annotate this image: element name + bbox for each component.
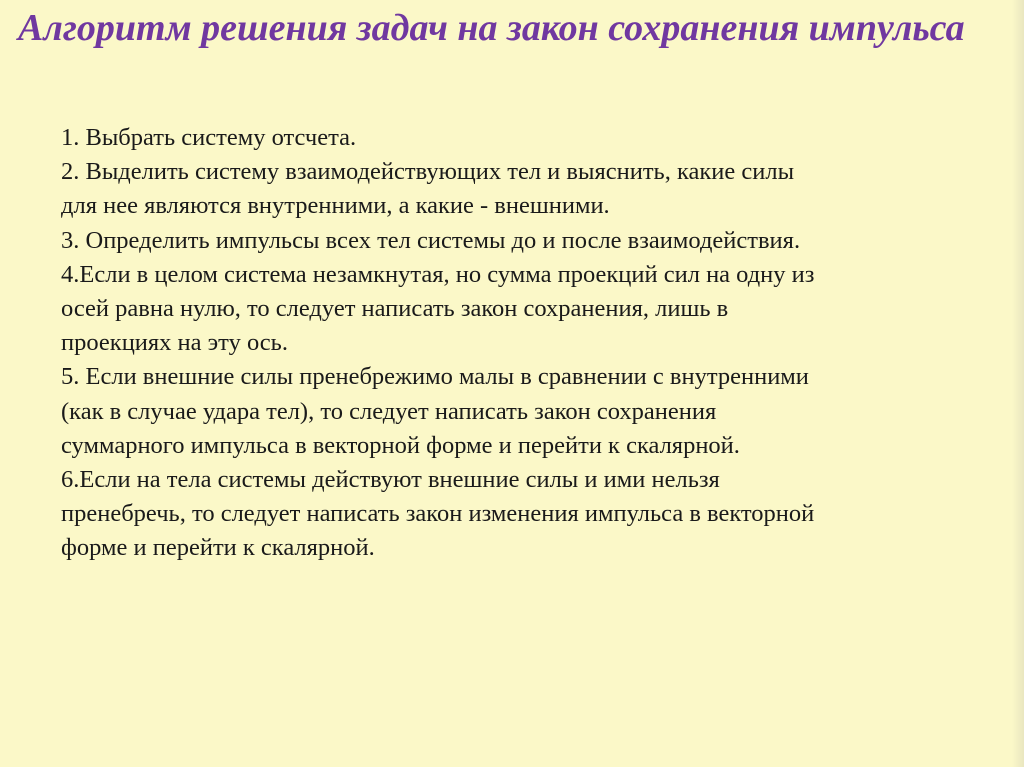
text-line: 6.Если на тела системы действуют внешние силы и ими нельзя: [61, 466, 720, 494]
text-line: 3. Определить импульсы всех тел системы до и после взаимодействия.: [61, 226, 801, 254]
text-line: пренебречь, то следует написать закон изменения импульса в векторной: [61, 500, 815, 528]
algorithm-steps: [61, 121, 961, 566]
text-line: 4.Если в целом система незамкнутая, но сумма проекций сил на одну из: [61, 260, 815, 288]
text-line: осей равна нулю, то следует написать закон сохранения, лишь в: [61, 295, 729, 323]
text-line: форме и перейти к скалярной.: [61, 534, 375, 562]
slide-edge-shadow: [1012, 0, 1024, 767]
text-line: 1. Выбрать систему отсчета.: [61, 124, 357, 151]
text-line: 2. Выделить систему взаимодействующих тел и выяснить, какие силы: [61, 158, 795, 186]
slide-title: Алгоритм решения задач на закон сохранения импульса: [18, 7, 965, 49]
text-line: суммарного импульса в векторной форме и перейти к скалярной.: [61, 431, 740, 459]
text-line: 5. Если внешние силы пренебрежимо малы в сравнении с внутренними: [61, 363, 809, 391]
text-line: проекциях на эту ось.: [61, 329, 288, 357]
text-line: (как в случае удара тел), то следует написать закон сохранения: [61, 397, 717, 425]
text-line: для нее являются внутренними, а какие - внешними.: [61, 192, 610, 220]
